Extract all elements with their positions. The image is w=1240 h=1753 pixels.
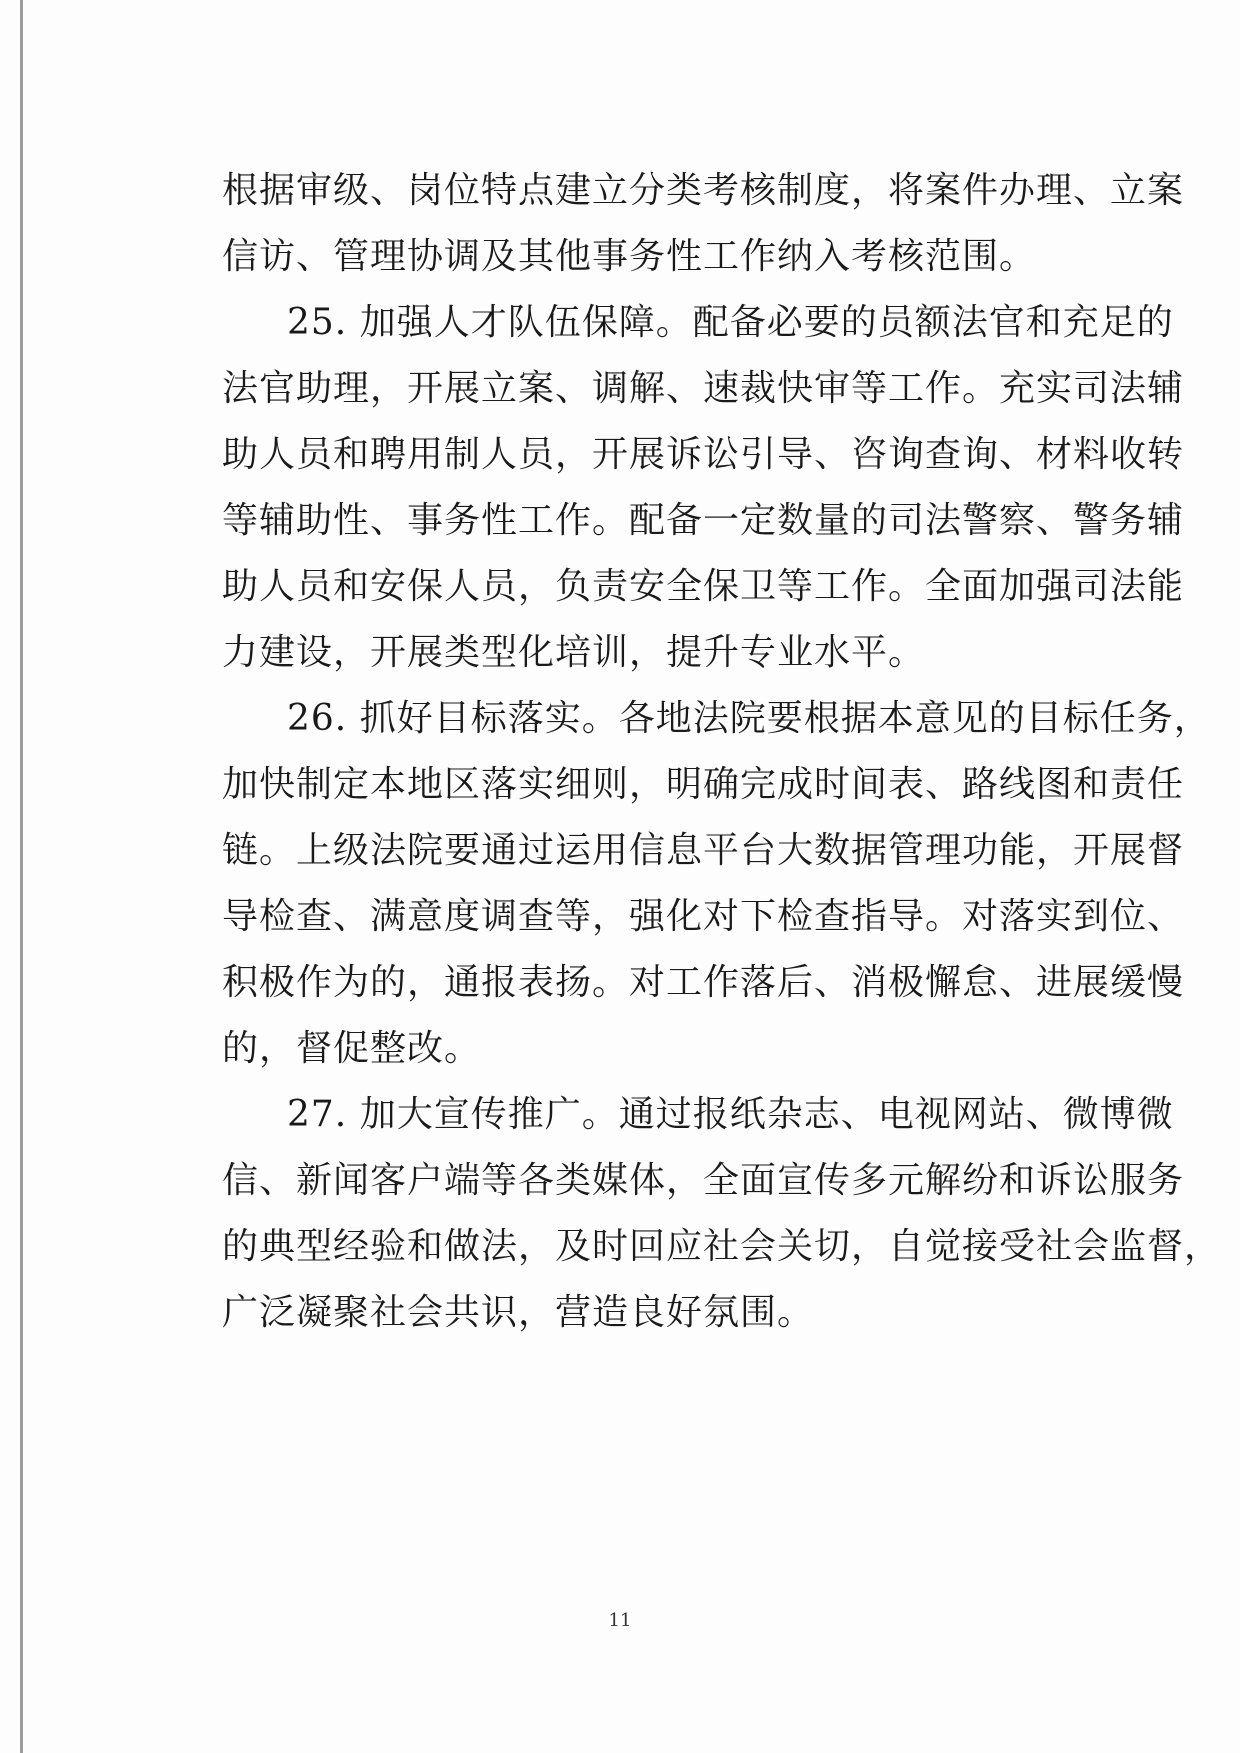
text-line: 加快制定本地区落实细则，明确完成时间表、路线图和责任	[222, 764, 1185, 805]
text-line: 力建设，开展类型化培训，提升专业水平。	[222, 632, 926, 673]
text-line: 的，督促整改。	[222, 1028, 482, 1069]
text-line: 助人员和聘用制人员，开展诉讼引导、咨询查询、材料收转	[222, 434, 1185, 475]
paragraph-27-first-line: 27. 加大宣传推广。通过报纸杂志、电视网站、微博微	[287, 1094, 1174, 1135]
text-line: 助人员和安保人员，负责安全保卫等工作。全面加强司法能	[222, 566, 1185, 607]
text-line: 等辅助性、事务性工作。配备一定数量的司法警察、警务辅	[222, 500, 1185, 541]
body-text	[222, 158, 1222, 1346]
text-line: 导检查、满意度调查等，强化对下检查指导。对落实到位、	[222, 896, 1185, 937]
text-line: 的典型经验和做法，及时回应社会关切，自觉接受社会监督，	[222, 1226, 1222, 1267]
page-number: 11	[608, 1610, 632, 1631]
left-binding-rule	[20, 0, 23, 1753]
paragraph-26-first-line: 26. 抓好目标落实。各地法院要根据本意见的目标任务，	[287, 698, 1211, 739]
text-line: 链。上级法院要通过运用信息平台大数据管理功能，开展督	[222, 830, 1185, 871]
text-line: 信访、管理协调及其他事务性工作纳入考核范围。	[222, 236, 1037, 277]
paragraph-25-first-line: 25. 加强人才队伍保障。配备必要的员额法官和充足的	[287, 302, 1174, 343]
text-line: 根据审级、岗位特点建立分类考核制度，将案件办理、立案	[222, 170, 1185, 211]
text-line: 积极作为的，通报表扬。对工作落后、消极懈怠、进展缓慢	[222, 962, 1185, 1003]
text-line: 广泛凝聚社会共识，营造良好氛围。	[222, 1292, 815, 1333]
text-line: 法官助理，开展立案、调解、速裁快审等工作。充实司法辅	[222, 368, 1185, 409]
text-line: 信、新闻客户端等各类媒体，全面宣传多元解纷和诉讼服务	[222, 1160, 1185, 1201]
